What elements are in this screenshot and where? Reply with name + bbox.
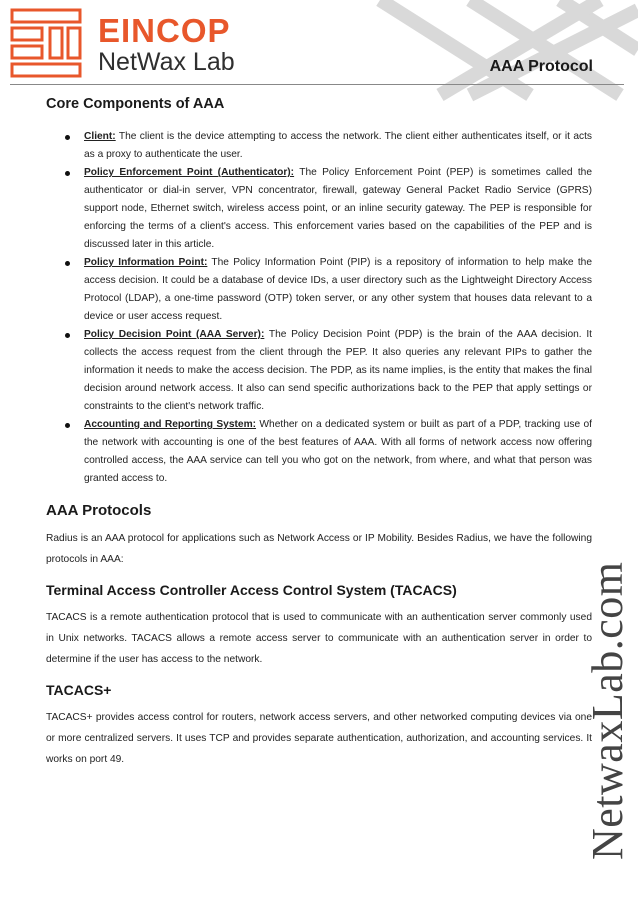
list-item xyxy=(46,254,592,326)
list-item xyxy=(46,164,592,254)
bullet-icon xyxy=(65,135,70,140)
header-divider xyxy=(10,84,624,85)
logo-subtitle-text: NetWax Lab xyxy=(98,48,235,76)
item-text: The Policy Enforcement Point (PEP) is sometimes called the authenticator or dial-in server, VPN concentrator, firewall, gateway General Packet Radio Service (GPRS) support node, Ethernet switch, wireless access point, or an inline security gateway. The PEP is responsible for enforcing the terms of a client's access. This enforcement varies based on the capabilities of the PEP and is discussed later in this article. xyxy=(84,167,592,250)
bullet-icon xyxy=(65,261,70,266)
tacacs-body: TACACS is a remote authentication protocol that is used to communicate with an authentication server commonly used in Unix networks. TACACS allows a remote access server to communicate with an authentication server in order to determine if the user has access to the network. xyxy=(46,612,592,665)
tacacs-heading: Terminal Access Controller Access Control System (TACACS) xyxy=(46,582,457,598)
protocols-intro: Radius is an AAA protocol for applications such as Network Access or IP Mobility. Besides Radius, we have the following protocols in AAA: xyxy=(46,533,592,565)
item-term: Accounting and Reporting System: xyxy=(84,419,257,430)
tacacs-plus-heading: TACACS+ xyxy=(46,682,112,698)
bullet-icon xyxy=(65,333,70,338)
page-title: AAA Protocol xyxy=(489,58,593,75)
item-term: Policy Decision Point (AAA Server): xyxy=(84,329,265,340)
logo-mark-icon xyxy=(10,8,82,80)
item-term: Client: xyxy=(84,131,116,142)
list-item xyxy=(46,128,592,164)
company-logo xyxy=(10,8,270,80)
bullet-icon xyxy=(65,423,70,428)
item-text: The Policy Information Point (PIP) is a repository of information to help make the access decision. It could be a database of device IDs, a user directory such as the Lightweight Directory Access Protocol (LDAP), a one-time password (OTP) token server, or any other system that houses data relevant to a device or user access request. xyxy=(84,257,592,322)
tacacs-plus-body: TACACS+ provides access control for routers, network access servers, and other networked computing devices via one or more centralized servers. It uses TCP and provides separate authentication, authorization, and accounting services. It works on port 49. xyxy=(46,712,592,765)
aaa-protocols-heading: AAA Protocols xyxy=(46,502,152,519)
item-term: Policy Information Point: xyxy=(84,257,208,268)
main-content xyxy=(46,96,592,770)
list-item xyxy=(46,326,592,416)
list-item xyxy=(46,416,592,488)
logo-brand-text: EINCOP xyxy=(98,12,231,49)
bullet-icon xyxy=(65,171,70,176)
item-text: The client is the device attempting to access the network. The client either authenticates itself, or it acts as a proxy to authenticate the user. xyxy=(84,131,592,160)
item-term: Policy Enforcement Point (Authenticator): xyxy=(84,167,295,178)
item-text: The Policy Decision Point (PDP) is the brain of the AAA decision. It collects the access request from the client through the PEP. It also queries any relevant PIPs to gather the information it needs to make the access decision. The PDP, as its name implies, is the entity that makes the final decision around network access. It also can send specific authorizations back to the PEP that apply settings or constraints to the client's network traffic. xyxy=(84,329,592,412)
watermark-text: NetwaxLab.com xyxy=(583,561,632,860)
item-text: Whether on a dedicated system or built as part of a PDP, tracking use of the network with accounting is one of the best features of AAA. With all forms of network access now offering controlled access, the AAA service can tell you who got on the network, from where, and what that person was granted access to. xyxy=(84,419,592,484)
core-components-heading: Core Components of AAA xyxy=(46,96,225,112)
components-list xyxy=(46,128,592,488)
